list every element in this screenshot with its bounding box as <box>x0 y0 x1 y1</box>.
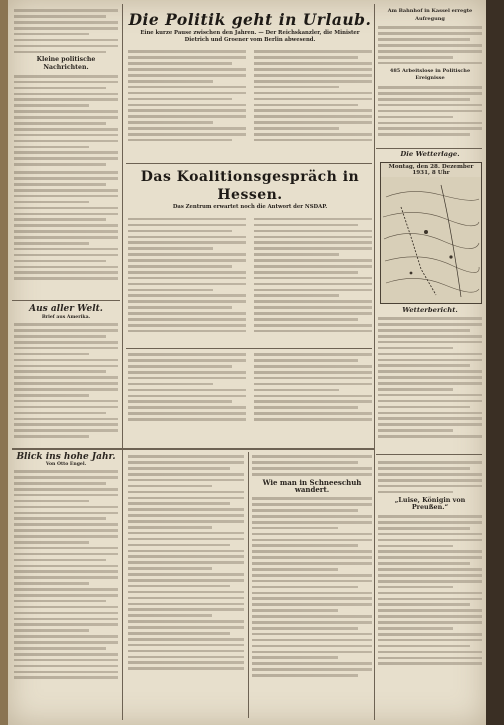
feuilleton-left <box>14 452 118 718</box>
left-column-top <box>14 6 118 166</box>
article-text-block <box>378 461 482 493</box>
schneeschuh-article <box>252 452 372 718</box>
weather-map <box>380 162 482 304</box>
right-column-top <box>378 6 482 148</box>
section-rule <box>126 348 372 349</box>
top-article <box>128 10 372 160</box>
feuilleton-middle <box>128 452 244 718</box>
section-sub-brief-amerika: Brief aus Amerika. <box>41 315 91 320</box>
scan-edge-right <box>486 0 504 725</box>
weather-title-block <box>378 150 482 162</box>
weather-map-title: Montag, den 28. Dezember 1931, 8 Uhr <box>388 164 474 176</box>
column-rule <box>122 4 123 720</box>
left-column-mid <box>14 168 118 298</box>
article-text-block <box>252 497 372 676</box>
feuilleton-subtitle: Von Otto Engel. <box>45 462 87 467</box>
article-text-block <box>128 215 246 336</box>
schneeschuh-title: Wie man in Schneeschuh wandert. <box>262 477 362 495</box>
feuilleton-title: Blick ins hohe Jahr. <box>16 452 116 462</box>
deck-politik-urlaub: Eine kurze Pause zwischen den Jahren. — Der Reichskanzler, die Minister Dietrich und Groener vom Berlin abwesend. <box>140 30 360 43</box>
article-text-block <box>254 215 372 336</box>
feuilleton-rule <box>12 448 374 450</box>
section-rule <box>376 148 482 149</box>
coalition-article <box>128 168 372 346</box>
article-text-block <box>378 317 482 437</box>
section-rule <box>126 163 372 164</box>
right-head-1: Am Bahnhof in Kassel erregte Aufregung <box>387 8 473 22</box>
headline-politik-urlaub: Die Politik geht in Urlaub. <box>128 10 372 29</box>
article-text-block <box>378 515 482 665</box>
queen-title: „Luise, Königin von Preußen.“ <box>394 495 466 512</box>
article-text-block <box>378 26 482 64</box>
queen-article <box>378 458 482 718</box>
article-text-block <box>14 171 118 280</box>
article-text-block <box>14 470 118 679</box>
section-head-kleine-nachrichten: Kleine politische Nachrichten. <box>36 56 96 72</box>
article-text-block <box>252 455 372 475</box>
column-rule <box>248 452 249 718</box>
section-title-aus-aller-welt: Aus aller Welt. <box>29 304 103 314</box>
left-column-aus-aller-welt <box>14 302 118 447</box>
article-text-block <box>128 47 246 145</box>
right-head-2: 485 Arbeitslose in Politische Ereignisse <box>389 67 471 82</box>
weather-report-title: Wetterbericht. <box>402 306 458 314</box>
weather-report <box>378 306 482 456</box>
newspaper-page <box>8 0 486 725</box>
article-text-block <box>128 350 246 424</box>
weather-title: Die Wetterlage. <box>400 150 460 158</box>
article-text-block <box>254 47 372 145</box>
column-rule <box>374 4 375 720</box>
article-text-block <box>128 455 244 670</box>
section-rule <box>12 300 120 301</box>
section-rule <box>376 454 482 455</box>
article-text-block <box>14 323 118 438</box>
weather-map-drawing <box>381 177 481 304</box>
deck-koalitionsgespraech: Das Zentrum erwartet noch die Antwort der NSDAP. <box>172 204 328 210</box>
middle-lower-block <box>128 350 372 440</box>
headline-koalitionsgespraech: Das Koalitionsgespräch in Hessen. <box>140 169 360 203</box>
scan-edge-left <box>0 0 8 725</box>
article-text-block <box>378 86 482 136</box>
article-text-block <box>14 75 118 166</box>
article-text-block <box>14 9 118 53</box>
article-text-block <box>254 350 372 424</box>
